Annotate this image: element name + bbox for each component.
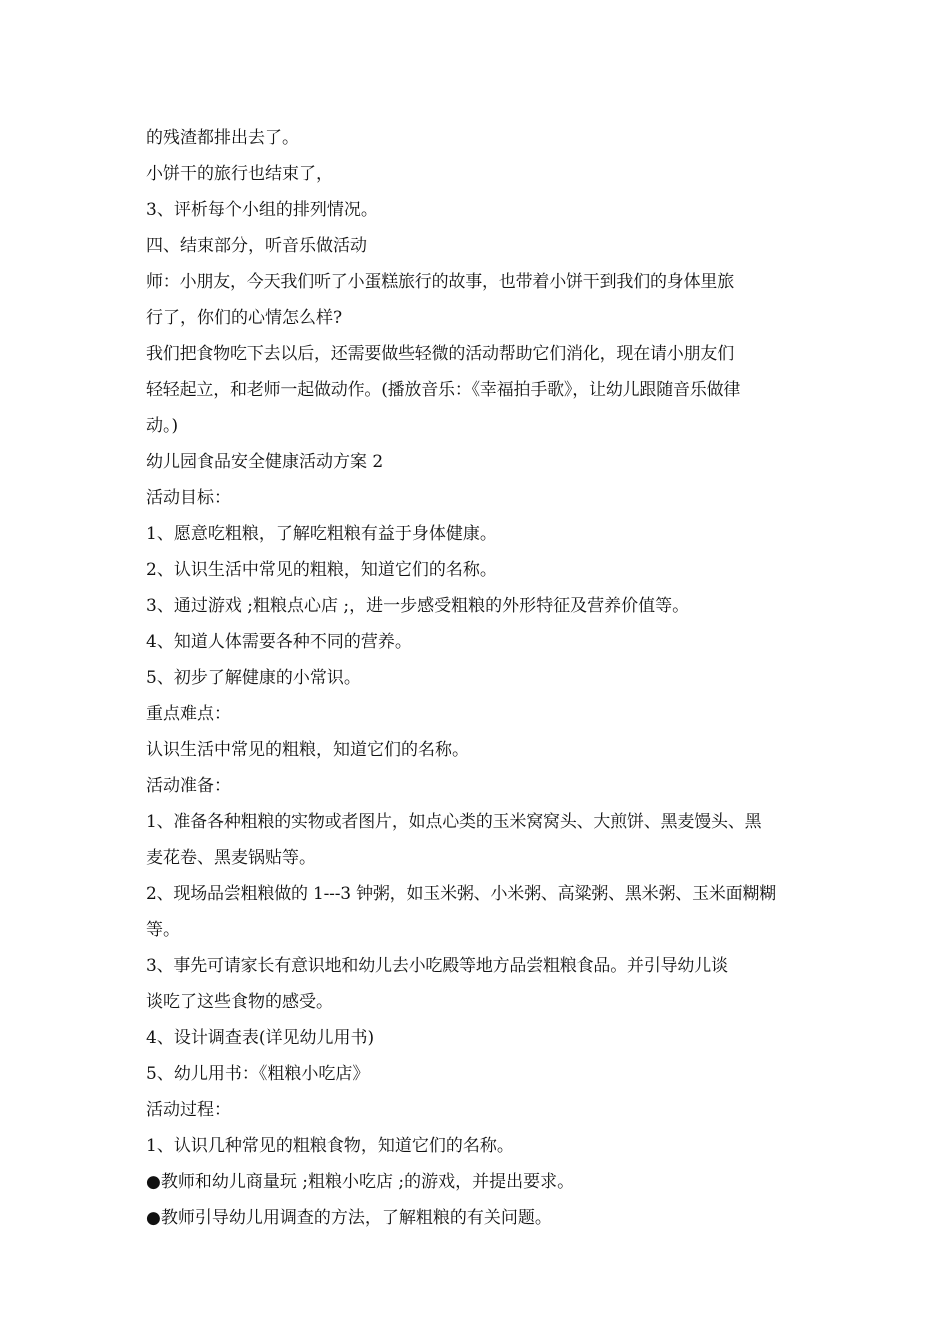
list-item: 2、认识生活中常见的粗粮，知道它们的名称。 [146,560,497,580]
text-line: 师：小朋友，今天我们听了小蛋糕旅行的故事，也带着小饼干到我们的身体里旅 [146,272,734,292]
text-line: 等。 [146,920,180,940]
list-item: 4、知道人体需要各种不同的营养。 [146,632,412,652]
section-heading: 活动目标： [146,488,231,508]
section-heading: 活动准备： [146,776,231,796]
list-item: 1、准备各种粗粮的实物或者图片，如点心类的玉米窝窝头、大煎饼、黑麦馒头、黑 [146,812,762,832]
list-item: 5、初步了解健康的小常识。 [146,668,361,688]
document-body [146,120,810,1236]
list-item: 5、幼儿用书：《粗粮小吃店》 [146,1064,370,1084]
text-line: 动。) [146,416,179,436]
text-line: 的残渣都排出去了。 [146,128,299,148]
document-section-title: 幼儿园食品安全健康活动方案 2 [146,452,384,472]
bullet-item: ●教师引导幼儿用调查的方法，了解粗粮的有关问题。 [146,1208,552,1228]
list-item: 3、通过游戏 ;粗粮点心店 ;，进一步感受粗粮的外形特征及营养价值等。 [146,596,690,616]
text-line: 谈吃了这些食物的感受。 [146,992,333,1012]
list-item: 1、愿意吃粗粮，了解吃粗粮有益于身体健康。 [146,524,497,544]
text-line: 行了，你们的心情怎么样? [146,308,343,328]
text-line: 3、评析每个小组的排列情况。 [146,200,378,220]
section-heading: 四、结束部分，听音乐做活动 [146,236,367,256]
text-line: 轻轻起立，和老师一起做动作。(播放音乐：《幸福拍手歌》，让幼儿跟随音乐做律 [146,380,741,400]
text-line: 麦花卷、黑麦锅贴等。 [146,848,316,868]
text-line: 我们把食物吃下去以后，还需要做些轻微的活动帮助它们消化，现在请小朋友们 [146,344,734,364]
list-item: 1、认识几种常见的粗粮食物，知道它们的名称。 [146,1136,514,1156]
section-heading: 重点难点： [146,704,231,724]
bullet-item: ●教师和幼儿商量玩 ;粗粮小吃店 ;的游戏，并提出要求。 [146,1172,575,1192]
text-line: 认识生活中常见的粗粮，知道它们的名称。 [146,740,469,760]
section-heading: 活动过程： [146,1100,231,1120]
list-item: 3、事先可请家长有意识地和幼儿去小吃殿等地方品尝粗粮食品。并引导幼儿谈 [146,956,728,976]
list-item: 2、现场品尝粗粮做的 1---3 钟粥，如玉米粥、小米粥、高粱粥、黑米粥、玉米面糊糊 [146,884,777,904]
list-item: 4、设计调查表(详见幼儿用书) [146,1028,375,1048]
text-line: 小饼干的旅行也结束了， [146,164,333,184]
